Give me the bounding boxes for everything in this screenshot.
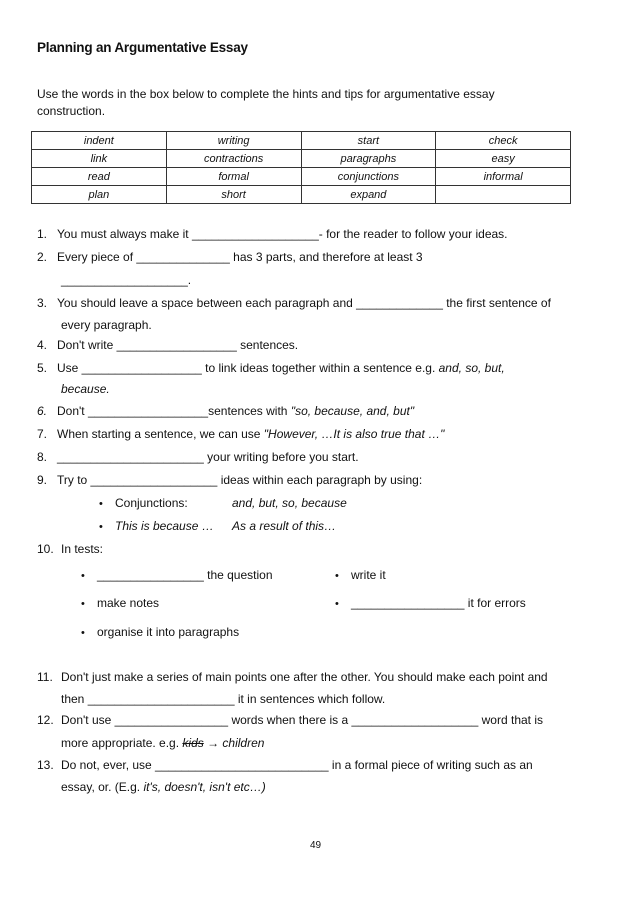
word-box-row <box>32 132 571 150</box>
instructions: Use the words in the box below to complete the hints and tips for argumentative essay construction. <box>37 87 495 118</box>
question-13-continuation: essay, or. (E.g. it's, doesn't, isn't etc…) <box>61 780 266 794</box>
question-11: 11. Don't just make a series of main points one after the other. You should make each point and <box>37 670 548 684</box>
page-number: 49 <box>310 840 322 851</box>
word-box-cell: check <box>436 132 571 150</box>
question-3-continuation: every paragraph. <box>61 318 152 332</box>
question-5: 5. Use __________________ to link ideas together within a sentence e.g. and, so, but, <box>37 361 505 375</box>
word-box-cell: formal <box>166 168 301 186</box>
bullet-icon: • <box>335 598 339 610</box>
q10-item-organise: • organise it into paragraphs <box>81 624 239 642</box>
word-box-cell: start <box>301 132 436 150</box>
question-13: 13. Do not, ever, use __________________________ in a formal piece of writing such as an <box>37 758 533 772</box>
q9-bullet-conjunctions: • Conjunctions: and, but, so, because <box>99 495 347 513</box>
word-box-cell: paragraphs <box>301 150 436 168</box>
question-12-continuation: more appropriate. e.g. kids → children <box>61 736 265 750</box>
word-box-cell: writing <box>166 132 301 150</box>
bullet-icon: • <box>99 498 103 510</box>
bullet-icon: • <box>81 627 85 639</box>
question-1: 1. You must always make it ___________________- for the reader to follow your ideas. <box>37 227 508 241</box>
question-4: 4. Don't write __________________ sentences. <box>37 338 299 352</box>
word-box-cell: conjunctions <box>301 168 436 186</box>
question-2: 2. Every piece of ______________ has 3 parts, and therefore at least 3 <box>37 250 423 264</box>
question-5-continuation: because. <box>61 382 110 396</box>
word-box-cell: link <box>32 150 167 168</box>
word-box-cell: read <box>32 168 167 186</box>
word-box-cell <box>436 186 571 204</box>
word-box-cell: informal <box>436 168 571 186</box>
q9-bullet-this-is-because: • This is because … As a result of this… <box>99 518 336 536</box>
question-3: 3. You should leave a space between each paragraph and _____________ the first sentence of <box>37 296 551 310</box>
question-6: 6. Don't __________________sentences with "so, because, and, but" <box>37 404 415 418</box>
word-box-row <box>32 186 571 204</box>
bullet-icon: • <box>99 521 103 533</box>
question-7: 7. When starting a sentence, we can use "However, …It is also true that …" <box>37 427 445 441</box>
question-11-continuation: then ______________________ it in sentences which follow. <box>61 692 386 706</box>
q10-item-write-it: • write it <box>335 567 386 585</box>
question-10: 10. In tests: <box>37 542 104 556</box>
arrow-right-icon: → <box>203 736 223 750</box>
word-box-cell: indent <box>32 132 167 150</box>
bullet-icon: • <box>335 570 339 582</box>
word-box-cell: contractions <box>166 150 301 168</box>
q10-item-read-question: • ________________ the question <box>81 567 273 585</box>
question-12: 12. Don't use _________________ words when there is a ___________________ word that is <box>37 713 543 727</box>
word-box-cell: plan <box>32 186 167 204</box>
word-box-cell: short <box>166 186 301 204</box>
q10-item-check-errors: • _________________ it for errors <box>335 595 526 613</box>
page-title: Planning an Argumentative Essay <box>37 40 248 55</box>
word-box-row <box>32 150 571 168</box>
question-9: 9. Try to ___________________ ideas within each paragraph by using: <box>37 473 423 487</box>
question-8: 8. ______________________ your writing before you start. <box>37 450 359 464</box>
bullet-icon: • <box>81 598 85 610</box>
bullet-icon: • <box>81 570 85 582</box>
word-box-row <box>32 168 571 186</box>
word-box-cell: easy <box>436 150 571 168</box>
word-box-cell: expand <box>301 186 436 204</box>
word-box <box>31 131 571 204</box>
q10-item-make-notes: • make notes <box>81 595 159 613</box>
question-2-continuation: ___________________. <box>61 273 192 287</box>
